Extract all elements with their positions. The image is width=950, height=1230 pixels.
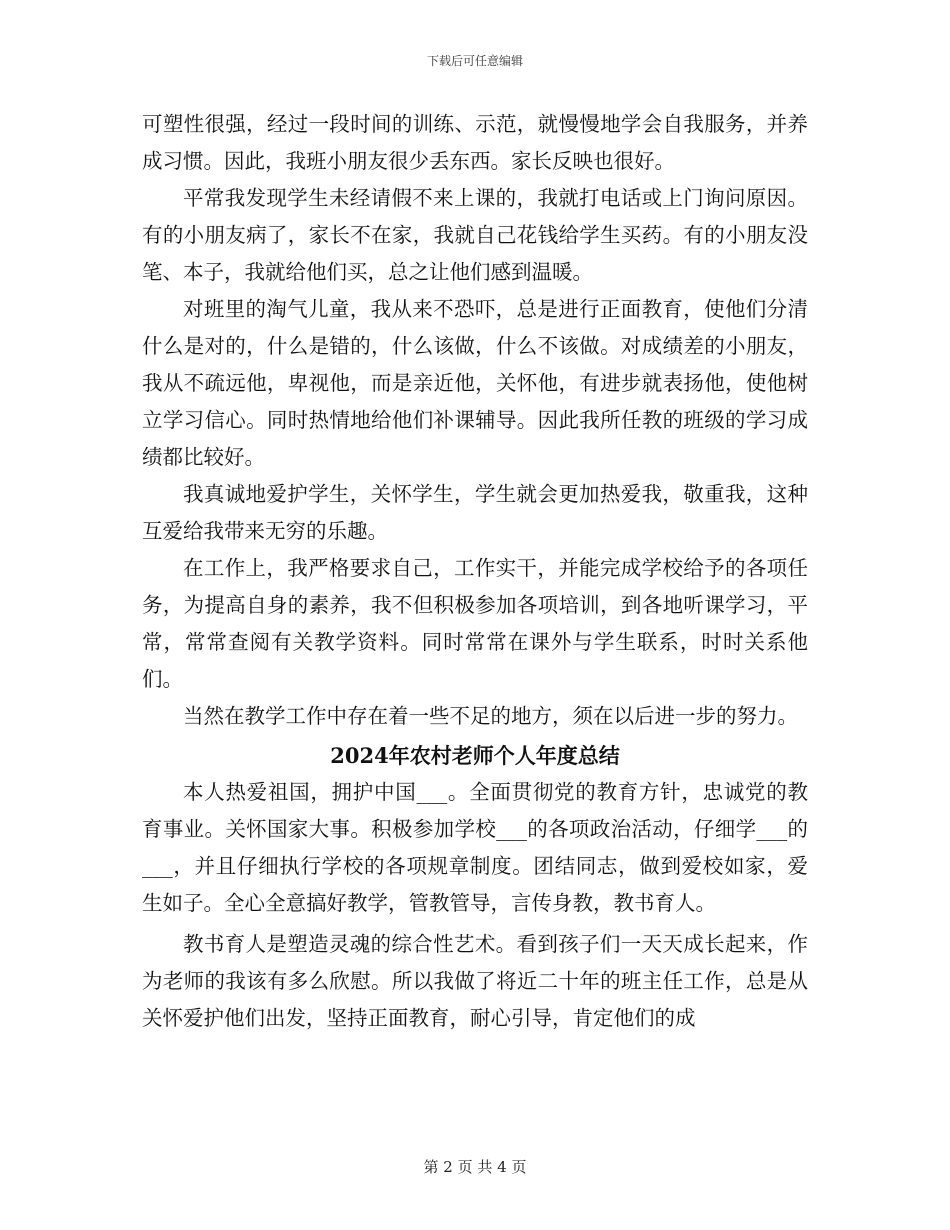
paragraph: 本人热爱祖国，拥护中国___。全面贯彻党的教育方针，忠诚党的教育事业。关怀国家大事。积极参加学校___的各项政治活动，仔细学___的___，并且仔细执行学校的各项规章制度。团结同志，做到爱校如家，爱生如子。全心全意搞好教学，管教管导，言传身教，教书育人。 <box>142 780 808 915</box>
document-body <box>142 106 808 1037</box>
paragraph: 当然在教学工作中存在着一些不足的地方，须在以后进一步的努力。 <box>183 704 798 728</box>
paragraph: 平常我发现学生未经请假不来上课的，我就打电话或上门询问原因。有的小朋友病了，家长不在家，我就自己花钱给学生买药。有的小朋友没笔、本子，我就给他们买，总之让他们感到温暖。 <box>142 186 808 284</box>
section-title: 2024年农村老师个人年度总结 <box>330 743 620 768</box>
page-header: 下载后可任意编辑 <box>426 54 523 68</box>
paragraph: 对班里的淘气儿童，我从来不恐吓，总是进行正面教育，使他们分清什么是对的，什么是错的，什么该做，什么不该做。对成绩差的小朋友，我从不疏远他，卑视他，而是亲近他，关怀他，有进步就表扬他，使他树立学习信心。同时热情地给他们补课辅导。因此我所任教的班级的学习成绩都比较好。 <box>142 297 808 469</box>
paragraph-continued: 可塑性很强，经过一段时间的训练、示范，就慢慢地学会自我服务，并养成习惯。因此，我班小朋友很少丢东西。家长反映也很好。 <box>142 112 808 173</box>
page-number: 第 2 页 共 4 页 <box>423 1158 527 1176</box>
paragraph: 我真诚地爱护学生，关怀学生，学生就会更加热爱我，敬重我，这种互爱给我带来无穷的乐趣。 <box>142 482 808 543</box>
paragraph: 在工作上，我严格要求自己，工作实干，并能完成学校给予的各项任务，为提高自身的素养，我不但积极参加各项培训，到各地听课学习，平常，常常查阅有关教学资料。同时常常在课外与学生联系，时时关系他们。 <box>142 556 808 691</box>
paragraph: 教书育人是塑造灵魂的综合性艺术。看到孩子们一天天成长起来，作为老师的我该有多么欣慰。所以我做了将近二十年的班主任工作，总是从关怀爱护他们出发，坚持正面教育，耐心引导，肯定他们的成 <box>142 932 808 1030</box>
